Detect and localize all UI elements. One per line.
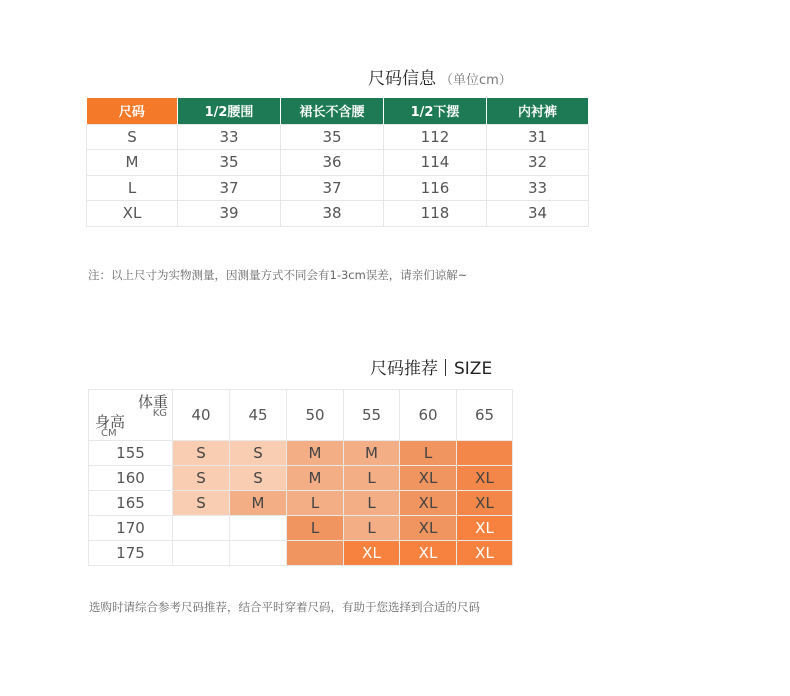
col-header-half-hem: 1/2下摆 [384, 98, 487, 124]
table-row [87, 201, 589, 227]
size-cell: L [344, 466, 400, 491]
cell: 33 [178, 124, 281, 150]
recommend-header-row [89, 390, 513, 441]
size-cell [230, 516, 287, 541]
size-recommend-table [88, 389, 513, 566]
size-cell: S [173, 491, 230, 516]
weight-header: 60 [400, 390, 457, 441]
title-divider [445, 359, 446, 376]
size-cell: XL [457, 466, 513, 491]
cell: 37 [281, 175, 384, 201]
weight-header: 55 [344, 390, 400, 441]
corner-cell [89, 390, 173, 441]
size-cell [173, 541, 230, 566]
table-row [87, 150, 589, 176]
cell: 34 [487, 201, 589, 227]
size-cell [457, 441, 513, 466]
table-row [87, 124, 589, 150]
col-header-size: 尺码 [87, 98, 178, 124]
size-cell: XL [457, 516, 513, 541]
table-row [89, 541, 513, 566]
cell: 114 [384, 150, 487, 176]
weight-header: 40 [173, 390, 230, 441]
cell: 36 [281, 150, 384, 176]
size-cell: XL [400, 516, 457, 541]
size-recommend-title [370, 354, 492, 379]
size-recommend-note: 选购时请综合参考尺码推荐，结合平时穿着尺码，有助于您选择到合适的尺码 [89, 600, 480, 614]
cell: 118 [384, 201, 487, 227]
size-cell: XL [400, 541, 457, 566]
col-header-skirt-length: 裙长不含腰 [281, 98, 384, 124]
size-cell [230, 541, 287, 566]
size-cell: XL [400, 491, 457, 516]
cell: 31 [487, 124, 589, 150]
height-value: 160 [89, 466, 173, 491]
height-value: 175 [89, 541, 173, 566]
size-cell: M [287, 441, 344, 466]
size-cell: L [344, 491, 400, 516]
size-cell [287, 541, 344, 566]
height-value: 165 [89, 491, 173, 516]
size-cell: M [230, 491, 287, 516]
weight-unit: KG [152, 408, 167, 419]
cell: XL [87, 201, 178, 227]
size-recommend-title-text: 尺码推荐 [370, 359, 438, 379]
table-row [87, 175, 589, 201]
size-info-title-text: 尺码信息 [368, 69, 436, 89]
cell: 38 [281, 201, 384, 227]
height-unit: CM [101, 428, 117, 439]
size-table-header-row [87, 98, 589, 124]
cell: 112 [384, 124, 487, 150]
table-row [89, 466, 513, 491]
size-cell: XL [400, 466, 457, 491]
size-cell: S [173, 441, 230, 466]
cell: 35 [178, 150, 281, 176]
height-value: 170 [89, 516, 173, 541]
table-row [89, 516, 513, 541]
cell: 33 [487, 175, 589, 201]
size-cell: S [230, 466, 287, 491]
cell: M [87, 150, 178, 176]
size-cell [173, 516, 230, 541]
size-info-unit: （单位cm） [440, 73, 512, 88]
weight-label: 体重 [137, 393, 168, 411]
cell: 32 [487, 150, 589, 176]
cell: 37 [178, 175, 281, 201]
weight-header: 50 [287, 390, 344, 441]
size-cell: L [287, 516, 344, 541]
table-row [89, 491, 513, 516]
size-cell: L [344, 516, 400, 541]
size-cell: L [400, 441, 457, 466]
weight-header: 65 [457, 390, 513, 441]
size-cell: XL [457, 491, 513, 516]
weight-header: 45 [230, 390, 287, 441]
cell: 116 [384, 175, 487, 201]
size-info-title [368, 64, 512, 89]
cell: 35 [281, 124, 384, 150]
size-recommend-title-en: SIZE [454, 359, 493, 379]
size-cell: L [287, 491, 344, 516]
size-cell: S [173, 466, 230, 491]
cell: S [87, 124, 178, 150]
size-cell: M [287, 466, 344, 491]
cell: L [87, 175, 178, 201]
col-header-half-waist: 1/2腰围 [178, 98, 281, 124]
size-cell: M [344, 441, 400, 466]
height-label: 身高 [95, 413, 126, 431]
size-info-table [86, 98, 589, 227]
height-value: 155 [89, 441, 173, 466]
size-cell: XL [457, 541, 513, 566]
size-cell: XL [344, 541, 400, 566]
cell: 39 [178, 201, 281, 227]
size-cell: S [230, 441, 287, 466]
size-info-note: 注：以上尺寸为实物测量，因测量方式不同会有1-3cm误差，请亲们谅解~ [88, 268, 468, 282]
table-row [89, 441, 513, 466]
col-header-inner-shorts: 内衬裤 [487, 98, 589, 124]
